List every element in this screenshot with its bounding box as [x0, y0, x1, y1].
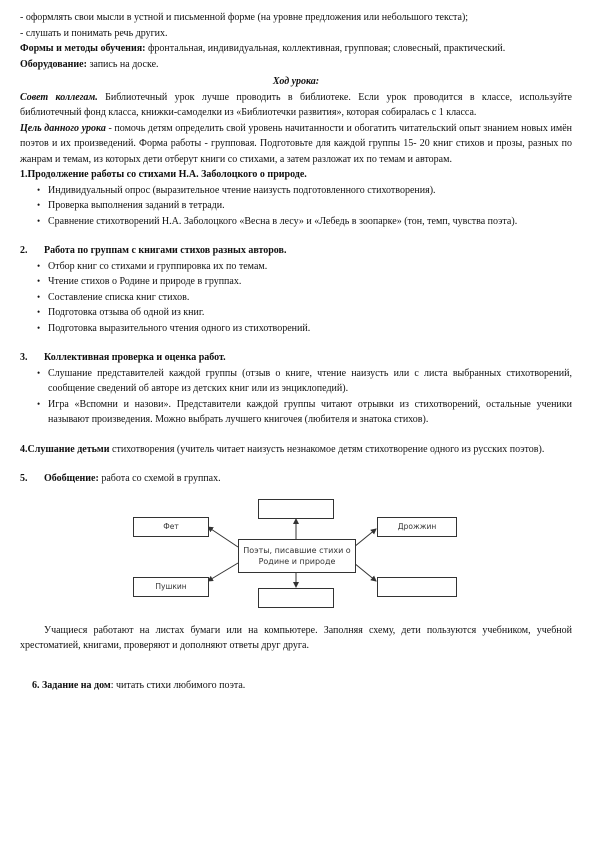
goal-text: - помочь детям определить свой уровень начитанности и обогатить читательский опыт знанием новых имён поэтов и их произведений. Форма работы - групповая. Подготовьте для каждой группы 15- 20 книг стихов и прозы, разных по жанрам и темам, из которых дети отберут книги со стихами, а затем разложат их по темам и авторам.	[20, 122, 572, 165]
advice-label: Совет коллегам.	[20, 91, 98, 103]
section4-paragraph	[20, 442, 572, 458]
section1-list	[20, 183, 572, 230]
section3-title	[20, 350, 572, 366]
list-item: • Чтение стихов о Родине и природе в группах.	[48, 274, 572, 290]
diagram-box-bottom	[258, 588, 334, 608]
section3-title-text: Коллективная проверка и оценка работ.	[44, 352, 226, 363]
advice-paragraph	[20, 90, 572, 121]
diagram-box-drozhzhin: Дрожжин	[377, 517, 457, 537]
section2-title-text: Работа по группам с книгами стихов разных авторов.	[44, 245, 287, 256]
intro-line-2: - слушать и понимать речь других.	[20, 27, 168, 39]
equipment-label: Оборудование:	[20, 58, 87, 70]
section1-title: 1.Продолжение работы со стихами Н.А. Заболоцкого о природе.	[20, 169, 307, 180]
list-item: • Индивидуальный опрос (выразительное чтение наизусть подготовленного стихотворения).	[48, 183, 572, 199]
section5-number: 5.	[20, 473, 28, 484]
lesson-heading: Ход урока:	[272, 76, 320, 87]
list-item: • Составление списка книг стихов.	[48, 290, 572, 306]
section4-label: 4.Слушание детьми	[20, 443, 110, 455]
section4-text: стихотворения (учитель читает наизусть незнакомое детям стихотворение одного из русских поэтов).	[109, 443, 545, 455]
list-item: • Слушание представителей каждой группы (отзыв о книге, чтение наизусть или с листа выбранных стихотворений, сообщение сведений об авторе из детских книг или из энциклопедий).	[48, 366, 572, 397]
forms-text: фронтальная, индивидуальная, коллективная, групповая; словесный, практический.	[145, 43, 506, 54]
poets-diagram	[20, 499, 572, 607]
diagram-box-right-bottom	[377, 577, 457, 597]
section5-label: Обобщение:	[44, 473, 99, 484]
document-page	[20, 10, 572, 693]
section6-text: : читать стихи любимого поэта.	[110, 679, 246, 691]
advice-text: Библиотечный урок лучше проводить в библиотеке. Если урок проводится в классе, используйте библиотечный фонд класса, книжки-самоделки из «Библиотечки развития», которая собиралась с 1 класса.	[20, 91, 572, 118]
section3-number: 3.	[20, 352, 28, 363]
list-item: • Игра «Вспомни и назови». Представители каждой группы читают отрывки из стихотворений, остальные ученики называют произведения. Можно выбрать лучшего книгочея (любителя и знатока стихов).	[48, 397, 572, 428]
list-item: • Подготовка отзыва об одной из книг.	[48, 305, 572, 321]
equipment-text: запись на доске.	[86, 58, 159, 70]
section2-number: 2.	[20, 245, 28, 256]
section5-text: работа со схемой в группах.	[98, 473, 221, 484]
diagram-box-top	[258, 499, 334, 519]
list-item: • Отбор книг со стихами и группировка их по темам.	[48, 259, 572, 275]
diagram-center-box: Поэты, писавшие стихи о Родине и природе	[238, 539, 356, 573]
after-diagram-paragraph: Учащиеся работают на листах бумаги или на компьютере. Заполняя схему, дети пользуются учебником, учебной хрестоматией, книгами, проверяют и дополняют ответы друг друга.	[20, 624, 572, 651]
goal-paragraph	[20, 121, 572, 168]
section6-label: 6. Задание на дом	[32, 679, 111, 691]
section3-list	[20, 366, 572, 428]
list-item: • Подготовка выразительного чтения одного из стихотворений.	[48, 321, 572, 337]
list-item: • Проверка выполнения заданий в тетради.	[48, 198, 572, 214]
equipment-line	[20, 57, 572, 73]
section5-paragraph	[20, 471, 572, 487]
goal-label: Цель данного урока	[20, 122, 106, 134]
diagram-box-fet: Фет	[133, 517, 209, 537]
intro-line-1: - оформлять свои мысли в устной и письменной форме (на уровне предложения или небольшого текста);	[20, 12, 469, 23]
forms-label: Формы и методы обучения:	[20, 43, 146, 54]
diagram-box-pushkin: Пушкин	[133, 577, 209, 597]
section6-paragraph	[20, 678, 572, 694]
forms-line	[20, 41, 572, 57]
section2-list	[20, 259, 572, 337]
section2-title	[20, 243, 572, 259]
list-item: • Сравнение стихотворений Н.А. Заболоцкого «Весна в лесу» и «Лебедь в зоопарке» (тон, темп, чувства поэта).	[48, 214, 572, 230]
